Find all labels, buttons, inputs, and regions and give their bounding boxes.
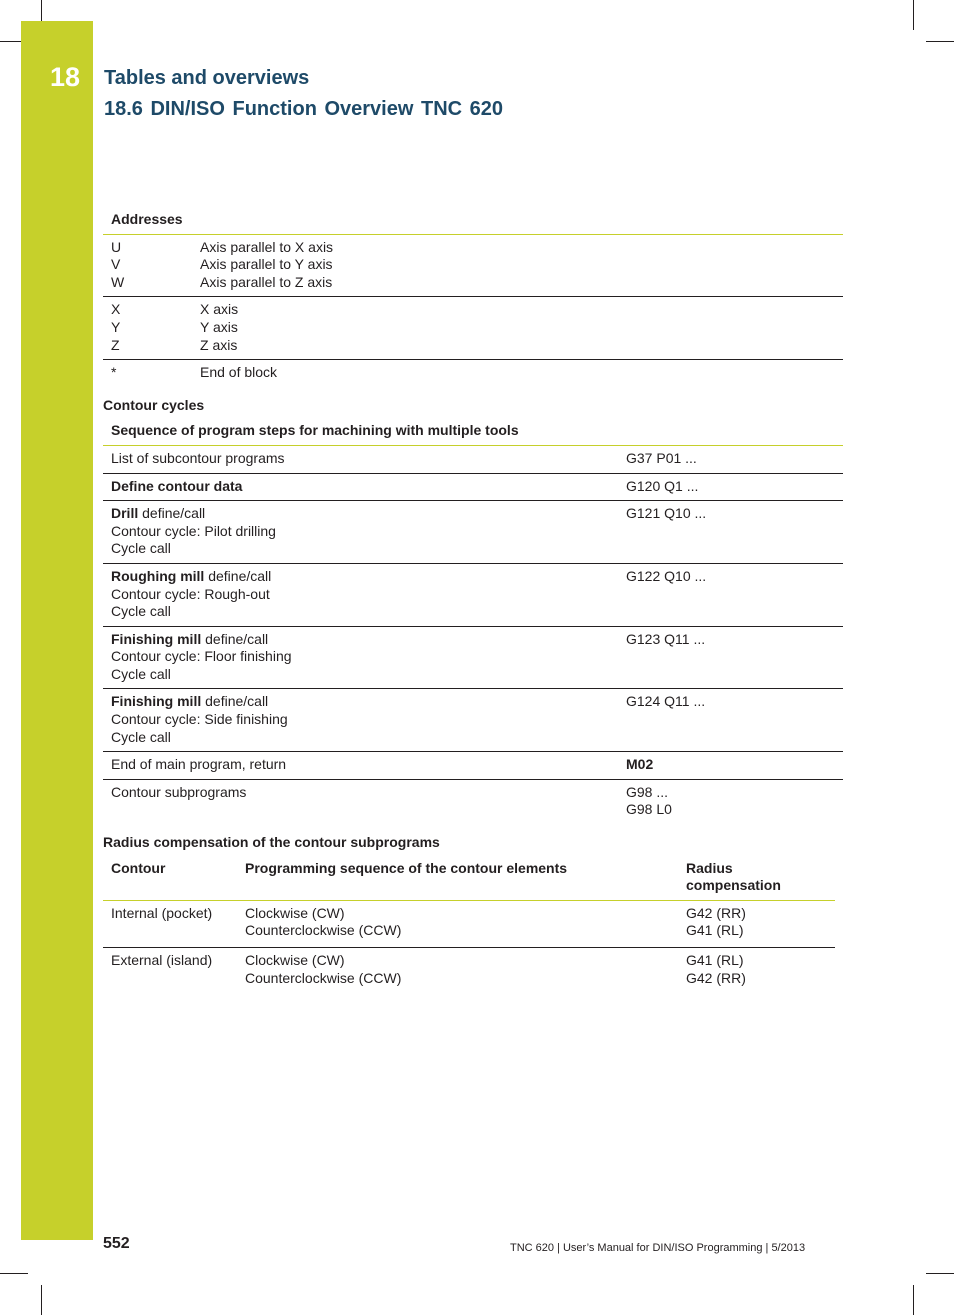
address-description: X axis	[200, 301, 239, 318]
contour-type-cell	[103, 948, 237, 995]
step-description-cell	[103, 445, 618, 473]
address-code-cell	[103, 297, 192, 360]
address-description: Z axis	[200, 336, 238, 353]
radius-comp-code: G42 (RR)	[686, 904, 746, 921]
address-code-cell	[103, 360, 192, 387]
step-text: define/call	[138, 505, 206, 522]
step-code-cell	[618, 626, 843, 689]
address-description-cell	[192, 234, 843, 297]
table-row	[103, 779, 843, 824]
nc-code: G37 P01 ...	[626, 449, 697, 466]
step-detail: Contour cycle: Floor finishing	[111, 648, 292, 665]
table-row	[103, 626, 843, 689]
table-row	[103, 689, 843, 752]
step-lead: Define contour data	[111, 477, 243, 494]
step-first-line	[111, 505, 610, 523]
crop-mark	[926, 1273, 954, 1274]
radius-comp-code: G41 (RL)	[686, 952, 744, 968]
table-header-row	[103, 856, 835, 901]
nc-code: G124 Q11 ...	[626, 693, 706, 710]
step-code-cell	[618, 779, 843, 824]
crop-mark	[41, 0, 42, 21]
address-description-cell	[192, 360, 843, 387]
contour-cycles-heading: Contour cycles	[103, 396, 205, 413]
column-header-radius-comp: Radius compensation	[678, 856, 835, 901]
address-description: End of block	[200, 364, 278, 381]
table-row	[103, 900, 835, 947]
step-text: End of main program, return	[111, 756, 287, 773]
page-number: 552	[103, 1235, 130, 1252]
step-description-cell	[103, 689, 618, 752]
address-code: W	[111, 273, 125, 290]
address-code-cell	[103, 234, 192, 297]
nc-code: G121 Q10 ...	[626, 505, 707, 522]
step-lead: Finishing mill	[111, 693, 202, 710]
sequence-item: Clockwise (CW)	[245, 904, 345, 921]
nc-code: G98 ...	[626, 783, 669, 800]
step-lead: Finishing mill	[111, 630, 202, 647]
contour-cycles-table-title: Sequence of program steps for machining with multiple tools	[103, 418, 843, 445]
chapter-number: 18	[50, 62, 81, 92]
address-description: Axis parallel to Y axis	[200, 256, 333, 273]
step-first-line	[111, 568, 610, 586]
step-text: List of subcontour programs	[111, 449, 285, 466]
step-description-cell	[103, 473, 618, 501]
step-detail: Contour cycle: Rough-out	[111, 585, 270, 602]
step-first-line	[111, 756, 610, 774]
table-row	[103, 297, 843, 360]
radius-comp-table	[103, 856, 835, 995]
address-description: Axis parallel to Z axis	[200, 273, 333, 290]
footer-text: TNC 620 | User’s Manual for DIN/ISO Programming | 5/2013	[510, 1242, 806, 1254]
address-code: U	[111, 238, 122, 255]
table-row	[103, 234, 843, 297]
step-text: define/call	[204, 567, 272, 584]
address-code: *	[111, 364, 117, 381]
table-row	[103, 473, 843, 501]
step-description-cell	[103, 501, 618, 564]
crop-mark	[913, 0, 914, 30]
step-lead: Roughing mill	[111, 567, 205, 584]
table-row	[103, 445, 843, 473]
table-row	[103, 948, 835, 995]
step-text: Contour subprograms	[111, 783, 247, 800]
nc-code: G120 Q1 ...	[626, 477, 699, 494]
address-description: Axis parallel to X axis	[200, 238, 334, 255]
address-description: Y axis	[200, 318, 238, 335]
table-row	[103, 501, 843, 564]
sequence-cell	[237, 948, 678, 995]
address-description-cell	[192, 297, 843, 360]
column-header-sequence: Programming sequence of the contour elements	[237, 856, 678, 901]
step-description-cell	[103, 626, 618, 689]
step-detail: Contour cycle: Pilot drilling	[111, 522, 276, 539]
step-first-line	[111, 450, 610, 468]
step-lead: Drill	[111, 505, 139, 522]
step-detail: Cycle call	[111, 665, 171, 682]
step-description-cell	[103, 779, 618, 824]
crop-mark	[926, 41, 954, 42]
crop-mark	[913, 1285, 914, 1315]
radius-comp-heading: Radius compensation of the contour subprograms	[103, 834, 440, 851]
addresses-title: Addresses	[103, 207, 843, 234]
column-header-contour: Contour	[103, 856, 237, 901]
radius-comp-code: G42 (RR)	[686, 969, 746, 986]
step-code-cell	[618, 445, 843, 473]
step-detail: Contour cycle: Side finishing	[111, 711, 288, 728]
table-header-row	[103, 418, 843, 445]
nc-code: G98 L0	[626, 801, 672, 818]
step-detail: Cycle call	[111, 728, 171, 745]
step-description-cell	[103, 752, 618, 780]
sequence-item: Counterclockwise (CCW)	[245, 969, 402, 986]
step-code-cell	[618, 689, 843, 752]
step-code-cell	[618, 473, 843, 501]
crop-mark	[0, 1273, 28, 1274]
step-first-line	[111, 478, 610, 496]
radius-comp-code: G41 (RL)	[686, 922, 744, 939]
table-header-row	[103, 207, 843, 234]
contour-cycles-table	[103, 418, 843, 824]
contour-type: Internal (pocket)	[111, 904, 213, 921]
sequence-item: Counterclockwise (CCW)	[245, 922, 402, 939]
step-first-line	[111, 693, 610, 711]
radius-comp-cell	[678, 948, 835, 995]
sequence-item: Clockwise (CW)	[245, 952, 345, 968]
addresses-table	[103, 207, 843, 387]
chapter-title: Tables and overviews	[104, 67, 310, 89]
step-detail: Cycle call	[111, 540, 171, 557]
radius-comp-cell	[678, 900, 835, 947]
table-row	[103, 360, 843, 387]
step-text: define/call	[201, 693, 269, 710]
nc-code: G122 Q10 ...	[626, 567, 707, 584]
crop-mark	[41, 1285, 42, 1315]
nc-code: G123 Q11 ...	[626, 630, 706, 647]
step-first-line	[111, 784, 610, 802]
step-description-cell	[103, 563, 618, 626]
step-code-cell	[618, 752, 843, 780]
crop-mark	[0, 41, 21, 42]
address-code: Z	[111, 336, 120, 353]
step-code-cell	[618, 563, 843, 626]
address-code: V	[111, 256, 121, 273]
step-text: define/call	[201, 630, 269, 647]
contour-type: External (island)	[111, 952, 213, 968]
nc-code: M02	[626, 756, 654, 773]
step-first-line	[111, 631, 610, 649]
table-row	[103, 563, 843, 626]
page-content	[103, 207, 843, 994]
address-code: Y	[111, 318, 121, 335]
contour-type-cell	[103, 900, 237, 947]
address-code: X	[111, 301, 121, 318]
chapter-side-bar	[21, 21, 93, 1240]
step-detail: Cycle call	[111, 603, 171, 620]
sequence-cell	[237, 900, 678, 947]
step-code-cell	[618, 501, 843, 564]
table-row	[103, 752, 843, 780]
section-title: 18.6 DIN/ISO Function Overview TNC 620	[104, 98, 504, 120]
